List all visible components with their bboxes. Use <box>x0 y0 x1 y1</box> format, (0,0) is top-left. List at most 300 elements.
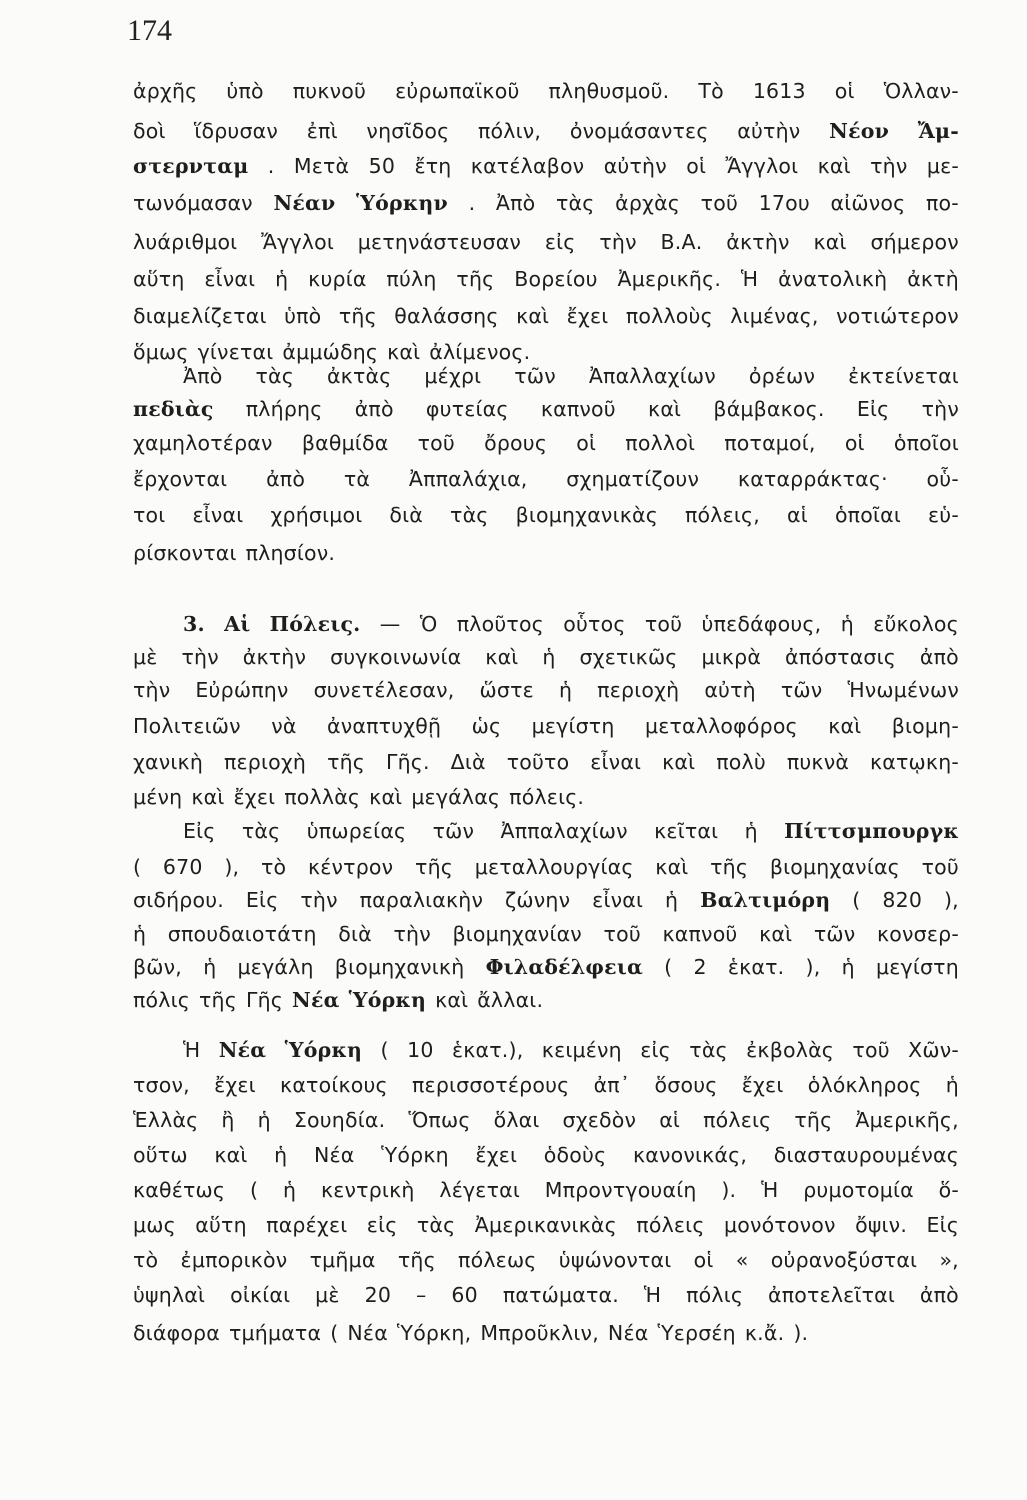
word: τὰς <box>556 191 595 215</box>
line-content <box>133 188 959 218</box>
word: ὑψώνονται <box>558 1248 672 1272</box>
text-line <box>133 301 959 331</box>
word: ( <box>380 1038 389 1062</box>
line-content <box>133 747 959 777</box>
text-line <box>133 852 959 882</box>
word: κεῖται <box>654 819 719 843</box>
word: μεγίστη <box>875 955 959 979</box>
word: αἱ <box>787 503 808 527</box>
word: Εὐρώπην <box>195 678 289 702</box>
line-content <box>133 1318 951 1348</box>
text-line <box>133 1280 959 1310</box>
word: πληθυσμοῦ. <box>548 79 670 103</box>
text-line <box>133 428 959 458</box>
line-content <box>133 642 959 672</box>
word: εὑ- <box>928 503 959 527</box>
word: κατοίκους <box>280 1073 388 1097</box>
word: ), <box>943 888 959 912</box>
word: τῆς <box>456 267 495 291</box>
text-line <box>133 500 959 530</box>
word: Ἀπαλλαχίων <box>588 364 716 388</box>
word: τὴν <box>921 397 959 421</box>
word: καὶ <box>828 714 862 738</box>
word: εὐρωπαϊκοῦ <box>395 79 520 103</box>
word: ὀνομάσαντες <box>569 119 709 143</box>
text-line <box>133 675 959 705</box>
line-content <box>183 816 959 846</box>
word: τὸ <box>260 855 287 879</box>
word: 1613 <box>752 79 806 103</box>
text-line <box>133 1140 959 1170</box>
word: πύλη <box>386 267 437 291</box>
word: καὶ <box>817 154 851 178</box>
text-line <box>133 394 959 424</box>
word: τμήματα <box>228 1321 322 1345</box>
line-content <box>133 885 959 915</box>
word: τὴν <box>870 154 908 178</box>
word: τὴν <box>133 678 171 702</box>
word: ἡ <box>257 1108 271 1132</box>
word: πόλις <box>133 988 190 1012</box>
bold-term: Ὑόρκη <box>284 1038 363 1062</box>
word: τμῆμα <box>309 1248 376 1272</box>
word: βῶν, <box>133 955 183 979</box>
word: ἀρχῆς <box>133 79 198 103</box>
word: οὕτω <box>133 1143 188 1167</box>
word: ὑπὸ <box>284 304 322 328</box>
word: κεντρικὴ <box>320 1178 415 1202</box>
word: πόλιν, <box>478 119 542 143</box>
word: Μετὰ <box>293 154 350 178</box>
bold-term: στερνταμ <box>133 154 249 178</box>
word: πλήρης <box>245 397 323 421</box>
word: ἡ <box>665 888 679 912</box>
word: Ἀππαλάχια, <box>408 467 528 491</box>
word: Ἀμερικανικὰς <box>474 1213 617 1237</box>
word: αὐτὴν <box>603 154 667 178</box>
word: ). <box>721 1178 737 1202</box>
word: . <box>267 154 275 178</box>
word: ἑκατ.), <box>451 1038 524 1062</box>
word: πυκνοῦ <box>292 79 367 103</box>
word: τὴν <box>393 922 431 946</box>
bold-term: Ὑόρκη <box>348 988 427 1012</box>
word: Ἡ <box>183 1038 201 1062</box>
word: θαλάσσης <box>394 304 499 328</box>
word: ὑπὸ <box>226 79 264 103</box>
line-content <box>133 985 951 1015</box>
line-content <box>133 116 959 146</box>
word: ὡς <box>471 714 502 738</box>
word: μεταλλοφόρος <box>644 714 798 738</box>
word: πόλις <box>686 1283 744 1307</box>
word: πόλεις, <box>685 503 760 527</box>
bold-term: Νέα <box>218 1038 267 1062</box>
word: ἡ <box>840 612 854 636</box>
word: Β.Α. <box>660 230 703 254</box>
line-content <box>133 1140 959 1170</box>
word: ἀκτὰς <box>326 364 392 388</box>
word: περιοχὴ <box>597 678 680 702</box>
word: Ἡνωμένων <box>847 678 959 702</box>
word: εἶναι <box>592 888 644 912</box>
word: περισσοτέρους <box>412 1073 570 1097</box>
word: πλησίον. <box>245 541 336 565</box>
word: Ἄγγλοι <box>261 230 334 254</box>
word: κανονικάς, <box>632 1143 748 1167</box>
word: ἀπὸ <box>266 467 306 491</box>
word: διάφορα <box>133 1321 220 1345</box>
word: . <box>468 191 476 215</box>
word: ὁποῖαι <box>834 503 901 527</box>
bold-term: Πόλεις. <box>269 612 361 636</box>
word: παραλιακὴν <box>359 888 484 912</box>
word: τὰς <box>241 819 281 843</box>
word: τσον, <box>133 1073 190 1097</box>
word: ἑκατ. <box>727 955 785 979</box>
word: — <box>379 612 401 636</box>
text-line <box>183 361 959 391</box>
text-line <box>183 1035 959 1065</box>
word: οὗτος <box>563 612 626 636</box>
text-line <box>183 609 959 639</box>
word: Ὑερσέη <box>657 1321 736 1345</box>
line-content <box>133 76 959 106</box>
word: Μπροῦκλιν, <box>480 1321 599 1345</box>
word: καὶ <box>813 230 847 254</box>
word: ἡ <box>945 1073 959 1097</box>
word: οἰκίαι <box>230 1283 291 1307</box>
word: κ.ἄ. <box>744 1321 785 1345</box>
line-content <box>133 919 959 949</box>
word: εἰς <box>640 1038 671 1062</box>
word: εἶναι <box>204 267 256 291</box>
word: Ἡ <box>643 1283 662 1307</box>
text-line <box>133 1245 959 1275</box>
bold-term: Βαλτιμόρη <box>700 888 831 912</box>
word: ). <box>793 1321 809 1345</box>
word: συγκοινωνία <box>330 645 462 669</box>
text-line <box>133 227 959 257</box>
word: ἀπόστασις <box>784 645 896 669</box>
word: δοὶ <box>133 119 166 143</box>
word: 60 <box>451 1283 478 1307</box>
word: ὥστε <box>479 678 534 702</box>
word: ὑψηλαὶ <box>133 1283 206 1307</box>
text-line <box>133 711 959 741</box>
word: εὔκολος <box>873 612 959 636</box>
word: τῶν <box>813 922 856 946</box>
word: τῶν <box>514 364 556 388</box>
word: αὐτὴν <box>737 119 801 143</box>
bold-term: Αἱ <box>224 612 251 636</box>
line-content <box>133 394 959 424</box>
line-content <box>133 227 959 257</box>
word: καπνοῦ <box>662 922 738 946</box>
word: Ἀμερικῆς, <box>855 1108 959 1132</box>
line-content <box>133 1070 959 1100</box>
word: Ἑλλὰς <box>133 1108 199 1132</box>
word: ὅλαι <box>493 1108 540 1132</box>
word: παρέχει <box>266 1213 348 1237</box>
word: τοῦτο <box>506 750 570 774</box>
word: ἡ <box>558 678 573 702</box>
word: ἔτη <box>414 154 452 178</box>
text-line <box>133 642 959 672</box>
line-content <box>133 301 959 331</box>
word: Ἡ <box>761 1178 779 1202</box>
word: καὶ <box>191 785 225 809</box>
word: πόλεως <box>458 1248 537 1272</box>
word: Σουηδία. <box>293 1108 386 1132</box>
text-line <box>133 76 959 106</box>
word: ἔχει <box>475 1143 518 1167</box>
word: σχεδὸν <box>562 1108 637 1132</box>
word: 10 <box>407 1038 434 1062</box>
word: ἀπ᾽ <box>593 1073 631 1097</box>
word: ἡ <box>282 1178 297 1202</box>
word: οἱ <box>834 79 855 103</box>
word: πόλεις <box>636 1213 705 1237</box>
word: εἰς <box>366 1213 398 1237</box>
bold-term: Πίττσμπουργκ <box>784 819 959 843</box>
word: Ἀπὸ <box>495 191 536 215</box>
bold-term: Νέα <box>292 988 340 1012</box>
word: ἐκβολὰς <box>746 1038 835 1062</box>
word: χρήσιμοι <box>270 503 363 527</box>
word: συνετέλεσαν, <box>313 678 455 702</box>
word: ἡ <box>274 1143 288 1167</box>
word: κατέλαβον <box>470 154 585 178</box>
word: καὶ <box>662 750 696 774</box>
word: νὰ <box>271 714 297 738</box>
word: τὰς <box>255 364 294 388</box>
word: μονότονον <box>723 1213 836 1237</box>
word: τοι <box>133 503 166 527</box>
line-content <box>133 852 959 882</box>
word: Εἰς <box>245 888 279 912</box>
word: οἱ <box>686 154 707 178</box>
word: 670 <box>162 855 203 879</box>
word: οἱ <box>693 1248 714 1272</box>
word: ποταμοί, <box>724 431 816 455</box>
word: ρίσκονται <box>133 541 237 565</box>
word: καὶ <box>655 855 689 879</box>
word: τὰς <box>450 503 489 527</box>
text-line <box>133 747 959 777</box>
word: πατώματα. <box>502 1283 619 1307</box>
word: Τὸ <box>698 79 724 103</box>
text-line <box>133 151 959 181</box>
word: ἀμμώδης <box>282 340 379 364</box>
word: ( <box>249 1178 259 1202</box>
word: Ὁλλαν- <box>883 79 959 103</box>
word: ἐμπορικὸν <box>180 1248 288 1272</box>
word: βιομηχανίαν <box>452 922 582 946</box>
word: ἀπὸ <box>919 1283 959 1307</box>
word: λέγεται <box>439 1178 520 1202</box>
word: ἡ <box>744 819 758 843</box>
bold-term: πεδιὰς <box>133 397 214 421</box>
word: Γῆς <box>245 988 284 1012</box>
word: με- <box>926 154 959 178</box>
word: διασταυρουμένας <box>773 1143 959 1167</box>
word: Εἰς <box>926 1213 959 1237</box>
word: βαθμίδα <box>301 431 389 455</box>
word: γίνεται <box>197 340 274 364</box>
word: τῆς <box>397 1248 436 1272</box>
word: πολλοὶ <box>625 431 696 455</box>
word: ἀκτὴν <box>726 230 790 254</box>
word: ( <box>133 855 142 879</box>
word: ἔχει <box>566 304 609 328</box>
word: ἄλλαι. <box>477 988 544 1012</box>
word: ἡ <box>203 955 217 979</box>
word: τὸ <box>133 1248 159 1272</box>
line-content <box>133 264 959 294</box>
word: μέχρι <box>424 364 482 388</box>
word: 20 <box>364 1283 392 1307</box>
line-content <box>133 952 959 982</box>
word: Εἰς <box>856 397 890 421</box>
word: Νέα <box>313 1143 355 1167</box>
word: Ὑόρκη, <box>396 1321 472 1345</box>
word: ὑπωρείας <box>306 819 407 843</box>
word: ὀρέων <box>748 364 816 388</box>
word: τοῦ <box>417 431 455 455</box>
word: ὄρους <box>484 431 548 455</box>
word: τῆς <box>199 988 237 1012</box>
bold-term: Ὑόρκην <box>356 191 448 215</box>
word: καθέτως <box>133 1178 226 1202</box>
word: κειμένη <box>541 1038 622 1062</box>
word: Εἰς <box>183 819 216 843</box>
word: καὶ <box>759 922 793 946</box>
word: καὶ <box>516 304 550 328</box>
line-content <box>133 1175 959 1205</box>
word: καὶ <box>648 397 682 421</box>
word: σχηματίζουν <box>566 467 700 491</box>
word: μετηνάστευσαν <box>357 230 522 254</box>
bold-term: Νέαν <box>273 191 336 215</box>
word: κονσερ- <box>876 922 959 946</box>
line-content <box>183 361 959 391</box>
bold-term: Φιλαδέλφεια <box>485 955 643 979</box>
word: κέντρον <box>307 855 394 879</box>
word: πο- <box>925 191 959 215</box>
word: ἡ <box>841 955 855 979</box>
word: βιομη- <box>891 714 959 738</box>
text-line <box>133 1318 959 1348</box>
word: ὑπεδάφους, <box>701 612 822 636</box>
word: εἶναι <box>590 750 642 774</box>
line-content <box>133 1245 959 1275</box>
word: Βορείου <box>514 267 598 291</box>
word: Νέα <box>347 1321 388 1345</box>
word: Ὑόρκη <box>381 1143 449 1167</box>
text-line <box>133 116 959 146</box>
word: ἐπὶ <box>306 119 338 143</box>
word: διὰ <box>389 503 423 527</box>
text-line <box>133 919 959 949</box>
word: τῶν <box>432 819 475 843</box>
word: βιομηχανικὴ <box>334 955 465 979</box>
word: Χῶν- <box>908 1038 959 1062</box>
word: αἰῶνος <box>830 191 906 215</box>
word: κυρία <box>308 267 367 291</box>
word: τῆς <box>415 855 454 879</box>
word: πολλοὺς <box>625 304 713 328</box>
word: μεγάλη <box>237 955 314 979</box>
word: ἀναπτυχθῇ <box>327 714 442 738</box>
word: καὶ <box>387 340 421 364</box>
line-content <box>183 609 959 639</box>
word: αὕτη <box>133 267 185 291</box>
word: πολὺ <box>716 750 766 774</box>
word: μικρὰ <box>701 645 762 669</box>
word: ἔρχονται <box>133 467 228 491</box>
text-line <box>133 1175 959 1205</box>
word: 2 <box>693 955 707 979</box>
word: σχετικῶς <box>579 645 678 669</box>
word: Γῆς. <box>385 750 430 774</box>
bold-term: 3. <box>183 612 205 636</box>
word: ἡ <box>133 922 147 946</box>
line-content <box>133 711 959 741</box>
word: ἵδρυσαν <box>194 119 279 143</box>
word: Ὅπως <box>408 1108 471 1132</box>
line-content <box>133 1280 959 1310</box>
word: τὰς <box>689 1038 728 1062</box>
word: καὶ <box>435 988 469 1012</box>
word: Πολιτειῶν <box>133 714 241 738</box>
word: μὲ <box>315 1283 340 1307</box>
word: τῆς <box>327 750 366 774</box>
word: ἀκτὴν <box>242 645 307 669</box>
word: ὅ- <box>938 1178 959 1202</box>
word: – <box>416 1283 427 1307</box>
word: Ἀππαλαχίων <box>500 819 628 843</box>
line-content <box>133 464 959 494</box>
word: τοῦ <box>700 191 739 215</box>
word: οἱ <box>576 431 597 455</box>
word: τῶν <box>780 678 823 702</box>
bold-term: Ἄμ- <box>917 119 959 143</box>
word: καὶ <box>369 785 403 809</box>
word: Ἡ <box>740 267 759 291</box>
word: χανικὴ <box>133 750 204 774</box>
word: ( <box>330 1321 339 1345</box>
word: Μπροντγουαίη <box>544 1178 697 1202</box>
word: Ἀμερικῆς. <box>617 267 722 291</box>
page-number: 174 <box>127 14 172 47</box>
word: μένη <box>133 785 183 809</box>
text-line <box>133 264 959 294</box>
word: μεταλλουργίας <box>474 855 634 879</box>
word: μὲ <box>133 645 158 669</box>
word: εἰς <box>544 230 576 254</box>
word: ἀποτελεῖται <box>768 1283 895 1307</box>
line-content <box>133 1210 959 1240</box>
word: οὗ- <box>926 467 959 491</box>
word: ( <box>664 955 673 979</box>
word: ἀνατολικὴ <box>778 267 888 291</box>
word: ἀπὸ <box>354 397 394 421</box>
word: « <box>735 1248 749 1272</box>
line-content <box>183 1035 959 1065</box>
word: οἱ <box>844 431 865 455</box>
text-line <box>133 1210 959 1240</box>
